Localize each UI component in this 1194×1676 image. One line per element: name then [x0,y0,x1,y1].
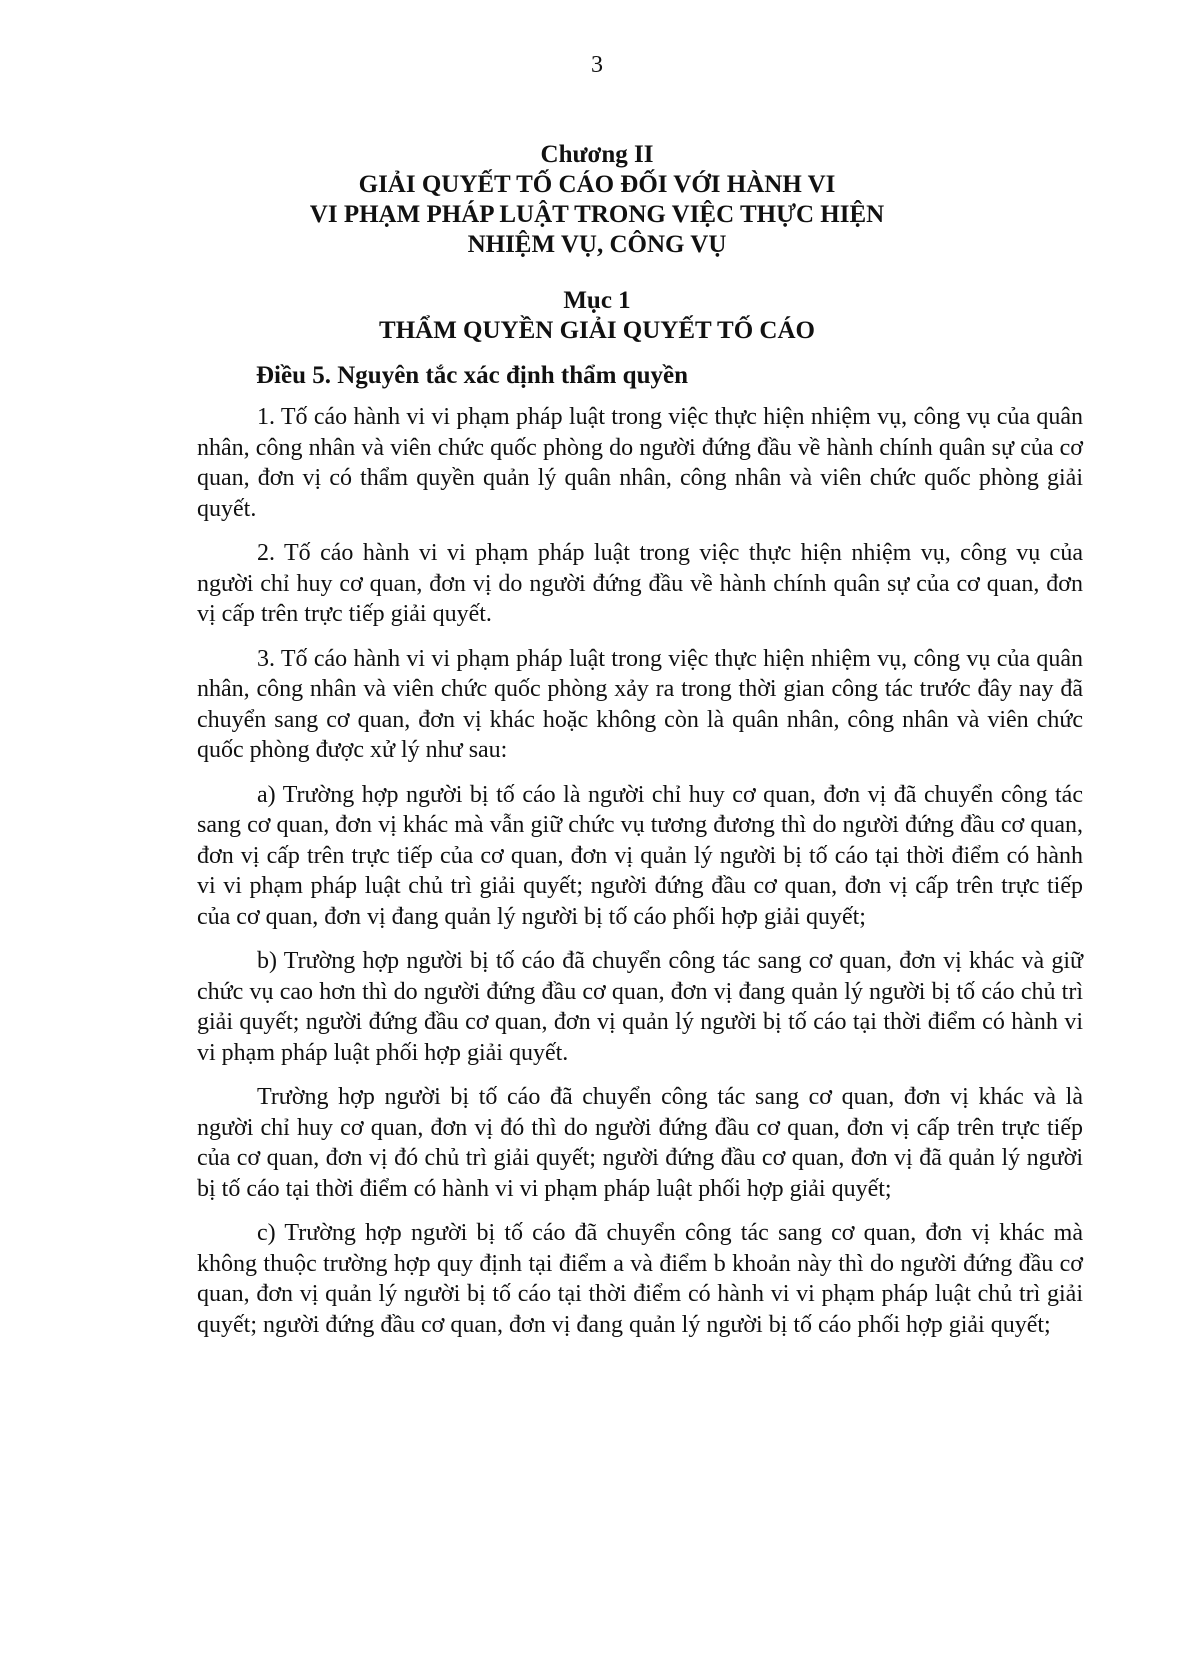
chapter-title-line: GIẢI QUYẾT TỐ CÁO ĐỐI VỚI HÀNH VI [358,171,836,198]
paragraph: 3. Tố cáo hành vi vi phạm pháp luật trong việc thực hiện nhiệm vụ, công vụ của quân nhân, công nhân và viên chức quốc phòng xảy ra trong thời gian công tác trước đây nay đã chuyển sang cơ quan, đơn vị khác hoặc không còn là quân nhân, công nhân và viên chức quốc phòng được xử lý như sau: [197,645,1083,763]
section-title: THẨM QUYỀN GIẢI QUYẾT TỐ CÁO [379,317,815,344]
paragraph: a) Trường hợp người bị tố cáo là người chỉ huy cơ quan, đơn vị đã chuyển công tác sang cơ quan, đơn vị khác mà vẫn giữ chức vụ tương đương thì do người đứng đầu cơ quan, đơn vị cấp trên trực tiếp của cơ quan, đơn vị quản lý người bị tố cáo tại thời điểm có hành vi vi phạm pháp luật chủ trì giải quyết; người đứng đầu cơ quan, đơn vị cấp trên trực tiếp của cơ quan, đơn vị đang quản lý người bị tố cáo phối hợp giải quyết; [197,781,1083,930]
paragraph: Trường hợp người bị tố cáo đã chuyển công tác sang cơ quan, đơn vị khác và là người chỉ huy cơ quan, đơn vị đó thì do người đứng đầu cơ quan, đơn vị cấp trên trực tiếp của cơ quan, đơn vị đó chủ trì giải quyết; người đứng đầu cơ quan, đơn vị đã quản lý người bị tố cáo tại thời điểm có hành vi vi phạm pháp luật phối hợp giải quyết; [197,1084,1083,1202]
article-title: Điều 5. Nguyên tắc xác định thẩm quyền [256,362,688,389]
paragraph: 1. Tố cáo hành vi vi phạm pháp luật trong việc thực hiện nhiệm vụ, công vụ của quân nhân, công nhân và viên chức quốc phòng do người đứng đầu về hành chính quân sự của cơ quan, đơn vị có thẩm quyền quản lý quân nhân, công nhân và viên chức quốc phòng giải quyết. [197,404,1083,522]
chapter-title-line: NHIỆM VỤ, CÔNG VỤ [467,231,727,258]
paragraph: 2. Tố cáo hành vi vi phạm pháp luật trong việc thực hiện nhiệm vụ, công vụ của người chỉ huy cơ quan, đơn vị do người đứng đầu về hành chính quân sự của cơ quan, đơn vị cấp trên trực tiếp giải quyết. [197,540,1083,627]
chapter-heading [0,140,1194,260]
chapter-label: Chương II [540,141,654,168]
chapter-title-line: VI PHẠM PHÁP LUẬT TRONG VIỆC THỰC HIỆN [309,201,885,228]
page-number: 3 [591,52,603,78]
paragraph: c) Trường hợp người bị tố cáo đã chuyển công tác sang cơ quan, đơn vị khác mà không thuộc trường hợp quy định tại điểm a và điểm b khoản này thì do người đứng đầu cơ quan, đơn vị quản lý người bị tố cáo tại thời điểm có hành vi vi phạm pháp luật chủ trì giải quyết; người đứng đầu cơ quan, đơn vị đang quản lý người bị tố cáo phối hợp giải quyết; [197,1220,1083,1338]
article-body [197,402,1083,1354]
paragraph: b) Trường hợp người bị tố cáo đã chuyển công tác sang cơ quan, đơn vị khác và giữ chức vụ cao hơn thì do người đứng đầu cơ quan, đơn vị đang quản lý người bị tố cáo chủ trì giải quyết; người đứng đầu cơ quan, đơn vị quản lý người bị tố cáo tại thời điểm có hành vi vi phạm pháp luật phối hợp giải quyết. [197,948,1083,1066]
section-label: Mục 1 [563,287,631,314]
section-heading [0,286,1194,346]
